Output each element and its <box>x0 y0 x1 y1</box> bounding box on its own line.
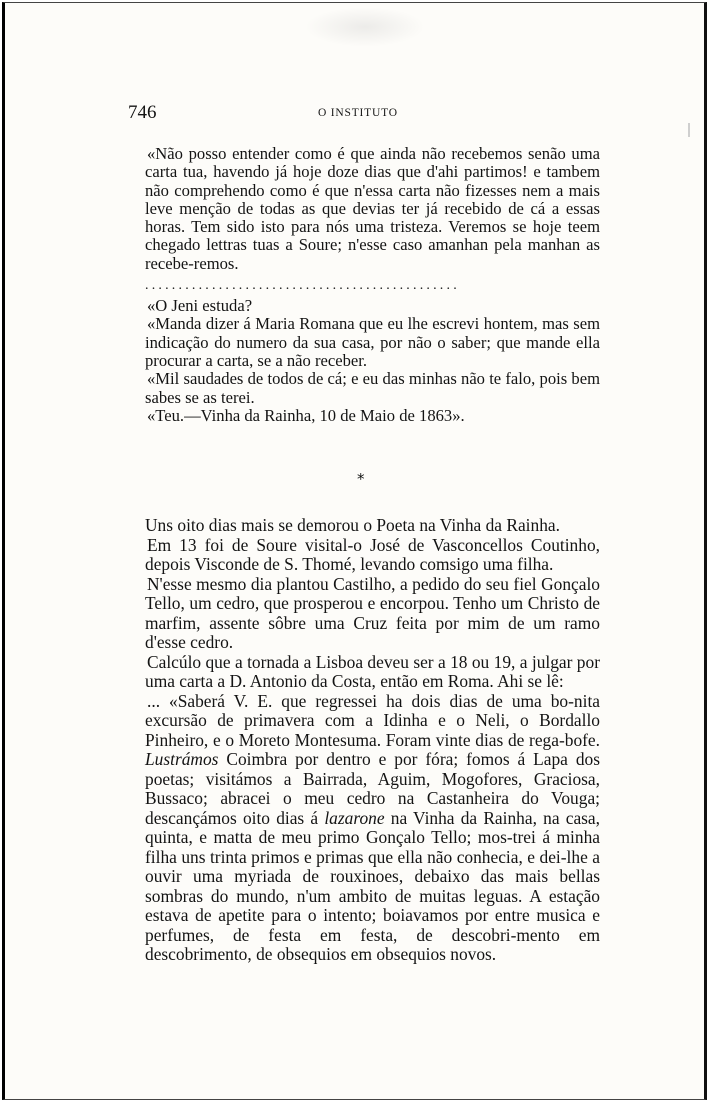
narrative-paragraph-1: Uns oito dias mais se demorou o Poeta na Vinha da Rainha. <box>145 515 560 535</box>
narrative-paragraph-5 <box>145 692 600 965</box>
page-header <box>128 102 600 126</box>
narrative-paragraph-4: Calcúlo que a tornada a Lisboa deveu ser a 18 ou 19, a julgar por uma carta a D. Antonio da Costa, então em Roma. Ahi se lê: <box>145 651 600 691</box>
section-separator: * <box>357 470 365 488</box>
quote-italic-lazarone: lazarone <box>324 807 385 828</box>
quote-italic-lustramos: Lustrámos <box>145 749 219 769</box>
page-number: 746 <box>128 102 157 123</box>
scan-mark <box>688 123 690 137</box>
letter-paragraph-2: «O Jeni estuda? <box>147 296 253 316</box>
letter-paragraph-3: «Manda dizer á Maria Romana que eu lhe escrevi hontem, mas sem indicação do numero da sua casa, por não o saber; que mande ella procurar a carta, se a não receber. <box>145 314 600 370</box>
quote-text-end: na Vinha da Rainha, na casa, quinta, e matta de meu primo Gonçalo Tello; mos-trei á minha filha uns trinta primos e primas que ella não conhecia, e dei-lhe a ouvir uma myriada de rouxinoes, debaixo das mais bellas sombras do mundo, n'um ambito de muitas leguas. A estação estava de apetite para o intento; boiavamos por entre musica e perfumes, de festa em festa, de descobri-mento em descobrimento, de obsequios em obsequios novos. <box>145 807 601 964</box>
narrative-text <box>145 516 600 965</box>
running-title: O INSTITUTO <box>318 107 398 119</box>
letter-paragraph-1: «Não posso entender como é que ainda não recebemos senão uma carta tua, havendo já hoje doze dias que d'ahi partimos! e tambem não comprehendo como é que n'essa carta não fizesses nem a mais leve menção de todas as que devias ter já recebido de cá a essas horas. Tem sido isto para nós uma tristeza. Veremos se hoje teem chegado lettras tuas a Soure; n'esse caso amanhan pela manhan as recebe-remos. <box>145 144 600 273</box>
narrative-paragraph-2: Em 13 foi de Soure visital-o José de Vasconcellos Coutinho, depois Visconde de S. Thomé, levando comsigo uma filha. <box>145 534 600 574</box>
narrative-paragraph-3: N'esse mesmo dia plantou Castilho, a pedido do seu fiel Gonçalo Tello, um cedro, que prosperou e encorpou. Tenho um Christo de marfim, assente sôbre uma Cruz feita por mim de um ramo d'esse cedro. <box>145 573 600 652</box>
quote-text-start: ... «Saberá V. E. que regressei ha dois dias de uma bo-nita excursão de primavera com a Idinha e o Neli, o Bordallo Pinheiro, e o Moreto Montesuma. Foram vinte dias de rega-bofe. <box>145 690 600 750</box>
ellipsis-line: ............................................... <box>145 278 460 294</box>
letter-signature: «Teu.—Vinha da Rainha, 10 de Maio de 1863». <box>147 405 465 425</box>
quote-text-middle: Coimbra por dentro e por fóra; fomos á Lapa dos poetas; visitámos a Bairrada, Aguim, Mogofores, Graciosa, Bussaco; abracei o meu cedro na Castanheira do Vouga; descançámos oito dias á <box>145 749 600 828</box>
scan-smudge <box>305 7 425 47</box>
letter-paragraph-4: «Mil saudades de todos de cá; e eu das minhas não te falo, pois bem sabes se as terei. <box>145 369 600 407</box>
letter-excerpt <box>145 145 600 425</box>
